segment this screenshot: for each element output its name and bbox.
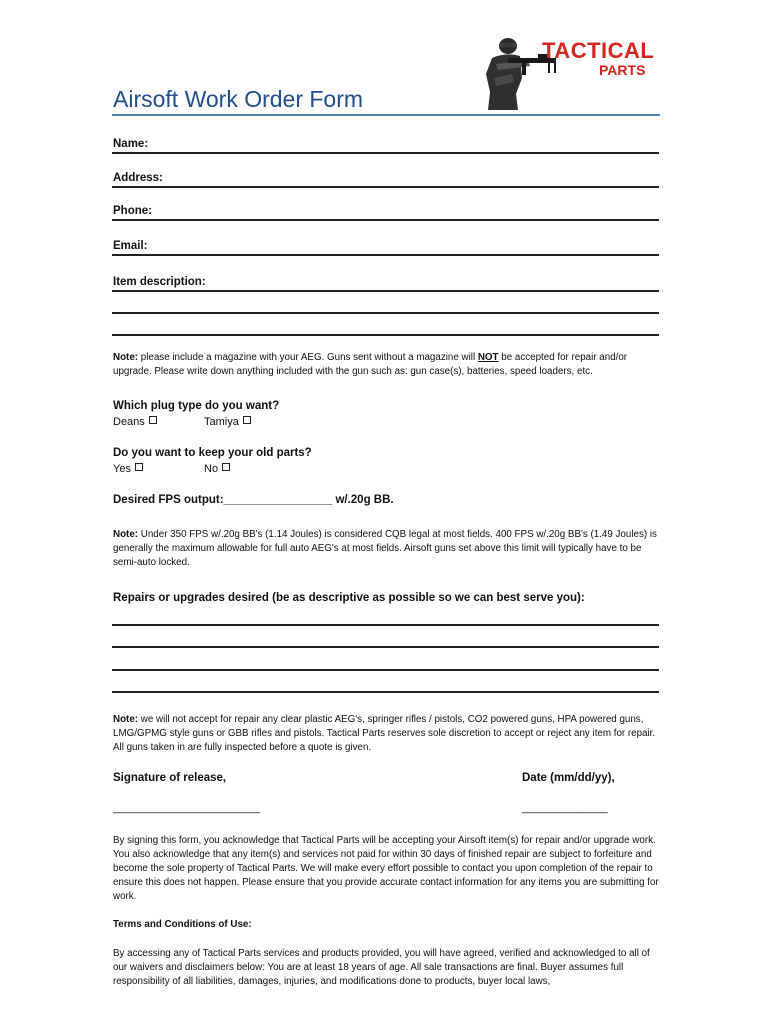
name-label: Name: — [113, 138, 149, 150]
keep-parts-question: Do you want to keep your old parts? — [113, 447, 312, 459]
address-label: Address: — [113, 172, 163, 184]
title-divider — [112, 114, 660, 116]
deans-option[interactable] — [113, 416, 157, 428]
item-description-line-1[interactable] — [112, 290, 659, 292]
yes-label: Yes — [113, 463, 131, 475]
tamiya-label: Tamiya — [204, 416, 239, 428]
acknowledgement-text: By signing this form, you acknowledge that Tactical Parts will be accepting your Airsoft item(s) for repair and/or upgrade work. You also acknowledge that any item(s) and services not paid for within 30 days of finished repair are subject to forfeiture and become the sole property of Tactical Parts. We will make every effort possible to contact you upon completion of the repair to ensure this does not happen. Please ensure that you provide accurate contact information for any items you are submitting for work. — [113, 835, 659, 902]
checkbox-icon[interactable] — [135, 463, 143, 471]
item-description-label: Item description: — [113, 276, 206, 288]
note-text: Under 350 FPS w/.20g BB's (1.14 Joules) is considered CQB legal at most fields. 400 FPS w/.20g BB's (1.49 Joules) is generally the maximum allowable for full auto AEG's at most fields. Airsoft guns set above this limit will typically have to be semi-auto locked. — [113, 529, 657, 568]
signature-field[interactable]: ________________________ — [113, 802, 260, 814]
email-field-line[interactable] — [112, 254, 659, 256]
tamiya-option[interactable] — [204, 416, 251, 428]
note-label: Note: — [113, 352, 139, 363]
name-field-line[interactable] — [112, 152, 659, 154]
deans-label: Deans — [113, 416, 145, 428]
note-label: Note: — [113, 714, 139, 725]
yes-option[interactable] — [113, 463, 143, 475]
repairs-line-2[interactable] — [112, 646, 659, 648]
tactical-parts-logo — [478, 34, 664, 110]
checkbox-icon[interactable] — [243, 416, 251, 424]
phone-field-line[interactable] — [112, 219, 659, 221]
repairs-label: Repairs or upgrades desired (be as descriptive as possible so we can best serve you): — [113, 592, 585, 604]
repairs-line-4[interactable] — [112, 691, 659, 693]
note-label: Note: — [113, 529, 139, 540]
fps-output-field[interactable]: Desired FPS output:_________________ w/.20g BB. — [113, 494, 394, 506]
terms-heading: Terms and Conditions of Use: — [113, 919, 252, 930]
repairs-line-1[interactable] — [112, 624, 659, 626]
item-description-line-3[interactable] — [112, 334, 659, 336]
phone-label: Phone: — [113, 205, 152, 217]
signature-label: Signature of release, — [113, 772, 227, 784]
note-text: we will not accept for repair any clear plastic AEG's, springer rifles / pistols, CO2 powered guns, HPA powered guns, LMG/GPMG style guns or GBB rifles and pistols. Tactical Parts reserves sole discretion to accept or reject any item for repair. All guns taken in are fully inspected before a quote is given. — [113, 714, 656, 753]
date-label: Date (mm/dd/yy), — [522, 772, 615, 784]
page-title: Airsoft Work Order Form — [113, 86, 364, 112]
magazine-note — [113, 351, 661, 379]
checkbox-icon[interactable] — [222, 463, 230, 471]
plug-type-question: Which plug type do you want? — [113, 400, 280, 412]
fps-note — [113, 528, 661, 570]
email-label: Email: — [113, 240, 148, 252]
item-description-line-2[interactable] — [112, 312, 659, 314]
repairs-line-3[interactable] — [112, 669, 659, 671]
logo-text-tactical: TACTICAL — [542, 38, 655, 63]
no-label: No — [204, 463, 219, 475]
note-text: be accepted for repair and/or upgrade. Please write down anything included with the gun such as: gun case(s), batteries, speed loaders, etc. — [113, 352, 628, 377]
terms-text: By accessing any of Tactical Parts services and products provided, you will have agreed, verified and acknowledged to all of our waivers and disclaimers below: You are at least 18 years of age. All sale transactions are final. Buyer assumes full responsibility of all liabilities, damages, injuries, and modifications done to products, buyer local laws, — [113, 948, 650, 987]
repair-exclusions-note — [113, 713, 661, 755]
note-text: please include a magazine with your AEG. Guns sent without a magazine will — [138, 352, 478, 363]
no-option[interactable] — [204, 463, 230, 475]
logo-text-parts: PARTS — [599, 62, 646, 78]
address-field-line[interactable] — [112, 186, 659, 188]
note-emphasis: NOT — [477, 352, 499, 363]
checkbox-icon[interactable] — [149, 416, 157, 424]
date-field[interactable]: ______________ — [522, 802, 608, 814]
